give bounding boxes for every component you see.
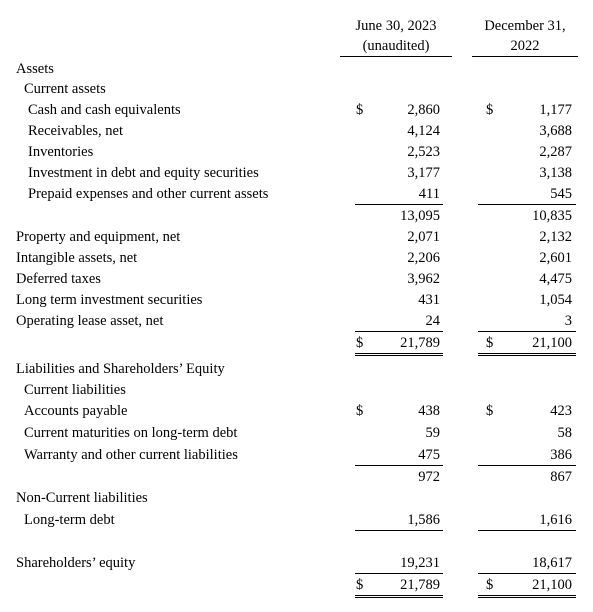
row-label: Investment in debt and equity securities xyxy=(28,165,259,181)
column-header-line2: (unaudited) xyxy=(340,36,452,57)
value-col2: 545 xyxy=(550,186,572,202)
subtotal-rule xyxy=(478,530,576,531)
double-rule xyxy=(478,595,576,598)
total-assets-col2: 21,100 xyxy=(532,335,572,351)
current-liabilities-total-col2: 867 xyxy=(550,469,572,485)
currency-symbol: $ xyxy=(356,577,364,593)
currency-symbol: $ xyxy=(486,335,494,351)
value-col2: 2,287 xyxy=(539,144,572,160)
column-header-line1: December 31, xyxy=(484,18,566,34)
double-rule xyxy=(478,353,576,356)
value-col1: 19,231 xyxy=(400,555,440,571)
column-header-line1: June 30, 2023 xyxy=(355,18,437,34)
current-assets-heading: Current assets xyxy=(24,81,106,97)
total-liabilities-equity-col2: 21,100 xyxy=(532,577,572,593)
value-col1: 2,860 xyxy=(407,102,440,118)
value-col1: 24 xyxy=(425,313,440,329)
currency-symbol: $ xyxy=(486,403,494,419)
current-liabilities-total-col1: 972 xyxy=(418,469,440,485)
row-label: Operating lease asset, net xyxy=(16,313,164,329)
value-col2: 423 xyxy=(550,403,572,419)
value-col1: 59 xyxy=(425,425,440,441)
subtotal-rule xyxy=(478,465,576,466)
value-col2: 2,132 xyxy=(539,229,572,245)
row-label: Intangible assets, net xyxy=(16,250,138,266)
current-assets-total-col2: 10,835 xyxy=(532,208,572,224)
row-label: Prepaid expenses and other current assets xyxy=(28,186,269,202)
row-label: Long-term debt xyxy=(24,512,115,528)
value-col1: 1,586 xyxy=(407,512,440,528)
current-liabilities-heading: Current liabilities xyxy=(24,382,126,398)
currency-symbol: $ xyxy=(486,577,494,593)
value-col1: 2,523 xyxy=(407,144,440,160)
value-col1: 411 xyxy=(418,186,440,202)
double-rule xyxy=(355,353,443,356)
double-rule xyxy=(355,595,443,598)
total-rule xyxy=(478,573,576,574)
value-col2: 4,475 xyxy=(539,271,572,287)
value-col2: 1,054 xyxy=(539,292,572,308)
value-col1: 2,206 xyxy=(407,250,440,266)
value-col1: 2,071 xyxy=(407,229,440,245)
row-label: Property and equipment, net xyxy=(16,229,181,245)
value-col2: 3,688 xyxy=(539,123,572,139)
total-rule xyxy=(478,331,576,332)
row-label: Deferred taxes xyxy=(16,271,101,287)
noncurrent-liabilities-heading: Non-Current liabilities xyxy=(16,490,148,506)
row-label: Receivables, net xyxy=(28,123,124,139)
row-label: Shareholders’ equity xyxy=(16,555,136,571)
value-col1: 3,177 xyxy=(407,165,440,181)
total-liabilities-equity-col1: 21,789 xyxy=(400,577,440,593)
total-rule xyxy=(355,573,443,574)
value-col2: 18,617 xyxy=(532,555,572,571)
value-col2: 1,177 xyxy=(539,102,572,118)
row-label: Long term investment securities xyxy=(16,292,203,308)
subtotal-rule xyxy=(478,204,576,205)
value-col1: 4,124 xyxy=(407,123,440,139)
row-label: Current maturities on long-term debt xyxy=(24,425,238,441)
subtotal-rule xyxy=(355,530,443,531)
currency-symbol: $ xyxy=(356,403,364,419)
value-col2: 386 xyxy=(550,447,572,463)
current-assets-total-col1: 13,095 xyxy=(400,208,440,224)
liabilities-heading: Liabilities and Shareholders’ Equity xyxy=(16,361,225,377)
column-header-line2: 2022 xyxy=(472,36,578,57)
value-col2: 2,601 xyxy=(539,250,572,266)
value-col2: 1,616 xyxy=(539,512,572,528)
currency-symbol: $ xyxy=(486,102,494,118)
value-col1: 475 xyxy=(418,447,440,463)
column-header-june-2023 xyxy=(340,16,452,57)
row-label: Cash and cash equivalents xyxy=(28,102,181,118)
value-col2: 3,138 xyxy=(539,165,572,181)
currency-symbol: $ xyxy=(356,335,364,351)
subtotal-rule xyxy=(355,204,443,205)
value-col2: 3 xyxy=(564,313,572,329)
assets-heading: Assets xyxy=(16,61,54,77)
value-col1: 431 xyxy=(418,292,440,308)
column-header-dec-2022 xyxy=(472,16,578,57)
value-col2: 58 xyxy=(557,425,572,441)
value-col1: 438 xyxy=(418,403,440,419)
currency-symbol: $ xyxy=(356,102,364,118)
subtotal-rule xyxy=(355,465,443,466)
row-label: Accounts payable xyxy=(24,403,128,419)
row-label: Warranty and other current liabilities xyxy=(24,447,238,463)
value-col1: 3,962 xyxy=(407,271,440,287)
total-assets-col1: 21,789 xyxy=(400,335,440,351)
row-label: Inventories xyxy=(28,144,94,160)
total-rule xyxy=(355,331,443,332)
